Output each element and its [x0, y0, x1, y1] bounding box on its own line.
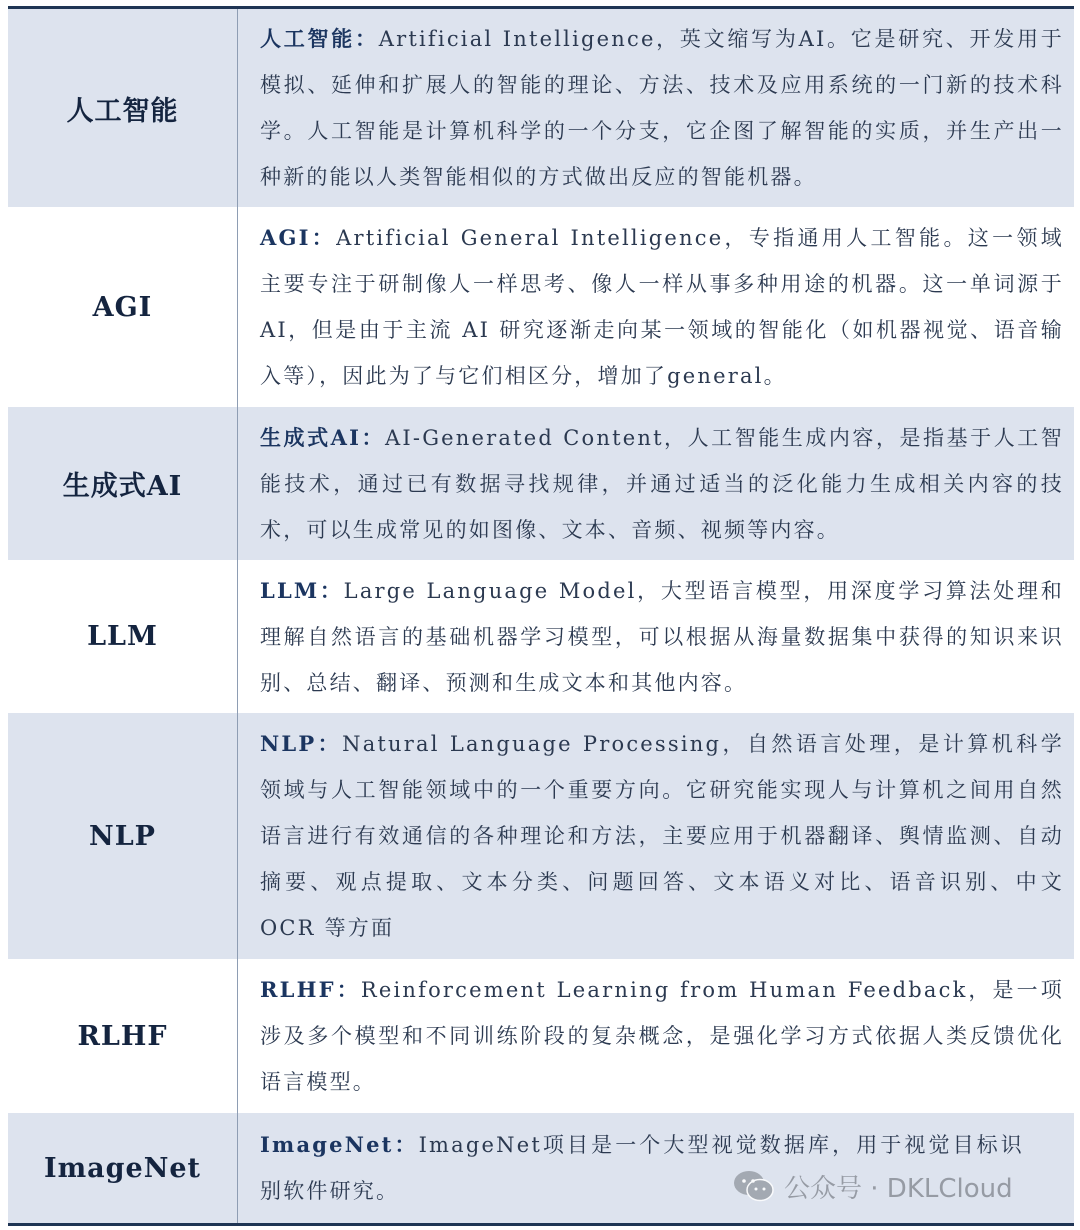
term-label: ImageNet — [43, 1152, 202, 1184]
wechat-icon — [732, 1169, 776, 1205]
term-cell — [8, 560, 238, 713]
glossary-row-genai — [8, 407, 1074, 560]
term-label: 人工智能 — [66, 95, 179, 127]
watermark-text: 公众号 · DKLCloud — [784, 1174, 1013, 1204]
definition-text — [260, 721, 1064, 951]
term-cell — [8, 207, 238, 407]
definition-heading: RLHF： — [260, 977, 361, 1002]
term-cell — [8, 713, 238, 959]
definition-cell — [238, 407, 1074, 560]
term-label: RLHF — [77, 1020, 168, 1052]
glossary-row-agi — [8, 207, 1074, 407]
term-label: 生成式AI — [62, 471, 183, 502]
glossary-row-rlhf — [8, 959, 1074, 1113]
term-label: NLP — [89, 820, 156, 852]
term-cell — [8, 1113, 238, 1223]
glossary-row-llm — [8, 560, 1074, 713]
definition-cell — [238, 9, 1074, 207]
definition-text — [260, 967, 1064, 1105]
glossary-row-ai — [8, 9, 1074, 207]
definition-heading: ImageNet： — [260, 1132, 419, 1157]
definition-cell — [238, 713, 1074, 959]
definition-cell — [238, 560, 1074, 713]
term-label: LLM — [87, 621, 158, 652]
definition-text — [260, 16, 1064, 200]
definition-body: Artificial General Intelligence，专指通用人工智能。这一领域主要专注于研制像人一样思考、像人一样从事多种用途的机器。这一单词源于 AI，但是由于主流 AI 研究逐渐走向某一领域的智能化（如机器视觉、语音输入等），因此为了与它们相区分，增加了general。 — [260, 226, 1064, 388]
definition-heading: 人工智能： — [260, 26, 379, 51]
definition-body: ImageNet项目是一个大型视觉数据库，用于视觉目标识别软件研究。 — [260, 1133, 1024, 1203]
glossary-row-nlp — [8, 713, 1074, 959]
definition-heading: LLM： — [260, 577, 344, 603]
term-cell — [8, 407, 238, 560]
definition-body: Artificial Intelligence，英文缩写为AI。它是研究、开发用于模拟、延伸和扩展人的智能的理论、方法、技术及应用系统的一门新的技术科学。人工智能是计算机科学的一个分支，它企图了解智能的实质，并生产出一种新的能以人类智能相似的方式做出反应的智能机器。 — [260, 27, 1064, 189]
definition-body: Natural Language Processing，自然语言处理，是计算机科学领域与人工智能领域中的一个重要方向。它研究能实现人与计算机之间用自然语言进行有效通信的各种理论和方法，主要应用于机器翻译、舆情监测、自动摘要、观点提取、文本分类、问题回答、文本语义对比、语音识别、中文 OCR 等方面 — [260, 732, 1064, 940]
definition-heading: 生成式AI： — [260, 424, 386, 450]
definition-body: Large Language Model，大型语言模型，用深度学习算法处理和理解自然语言的基础机器学习模型，可以根据从海量数据集中获得的知识来识别、总结、翻译、预测和生成文本和其他内容。 — [260, 578, 1064, 695]
watermark — [732, 1168, 1013, 1205]
term-label: AGI — [92, 291, 153, 323]
definition-text — [260, 568, 1064, 706]
definition-heading: AGI： — [260, 225, 337, 250]
definition-text — [260, 415, 1064, 553]
definition-cell — [238, 959, 1074, 1113]
definition-body: AI-Generated Content，人工智能生成内容，是指基于人工智能技术，通过已有数据寻找规律，并通过适当的泛化能力生成相关内容的技术，可以生成常见的如图像、文本、音频、视频等内容。 — [260, 425, 1064, 542]
definition-body: Reinforcement Learning from Human Feedback，是一项涉及多个模型和不同训练阶段的复杂概念，是强化学习方式依据人类反馈优化语言模型。 — [260, 978, 1064, 1094]
definition-heading: NLP： — [260, 731, 343, 756]
term-cell — [8, 959, 238, 1113]
definition-cell — [238, 207, 1074, 407]
term-cell — [8, 9, 238, 207]
glossary-table — [8, 6, 1074, 1226]
definition-text — [260, 215, 1064, 399]
